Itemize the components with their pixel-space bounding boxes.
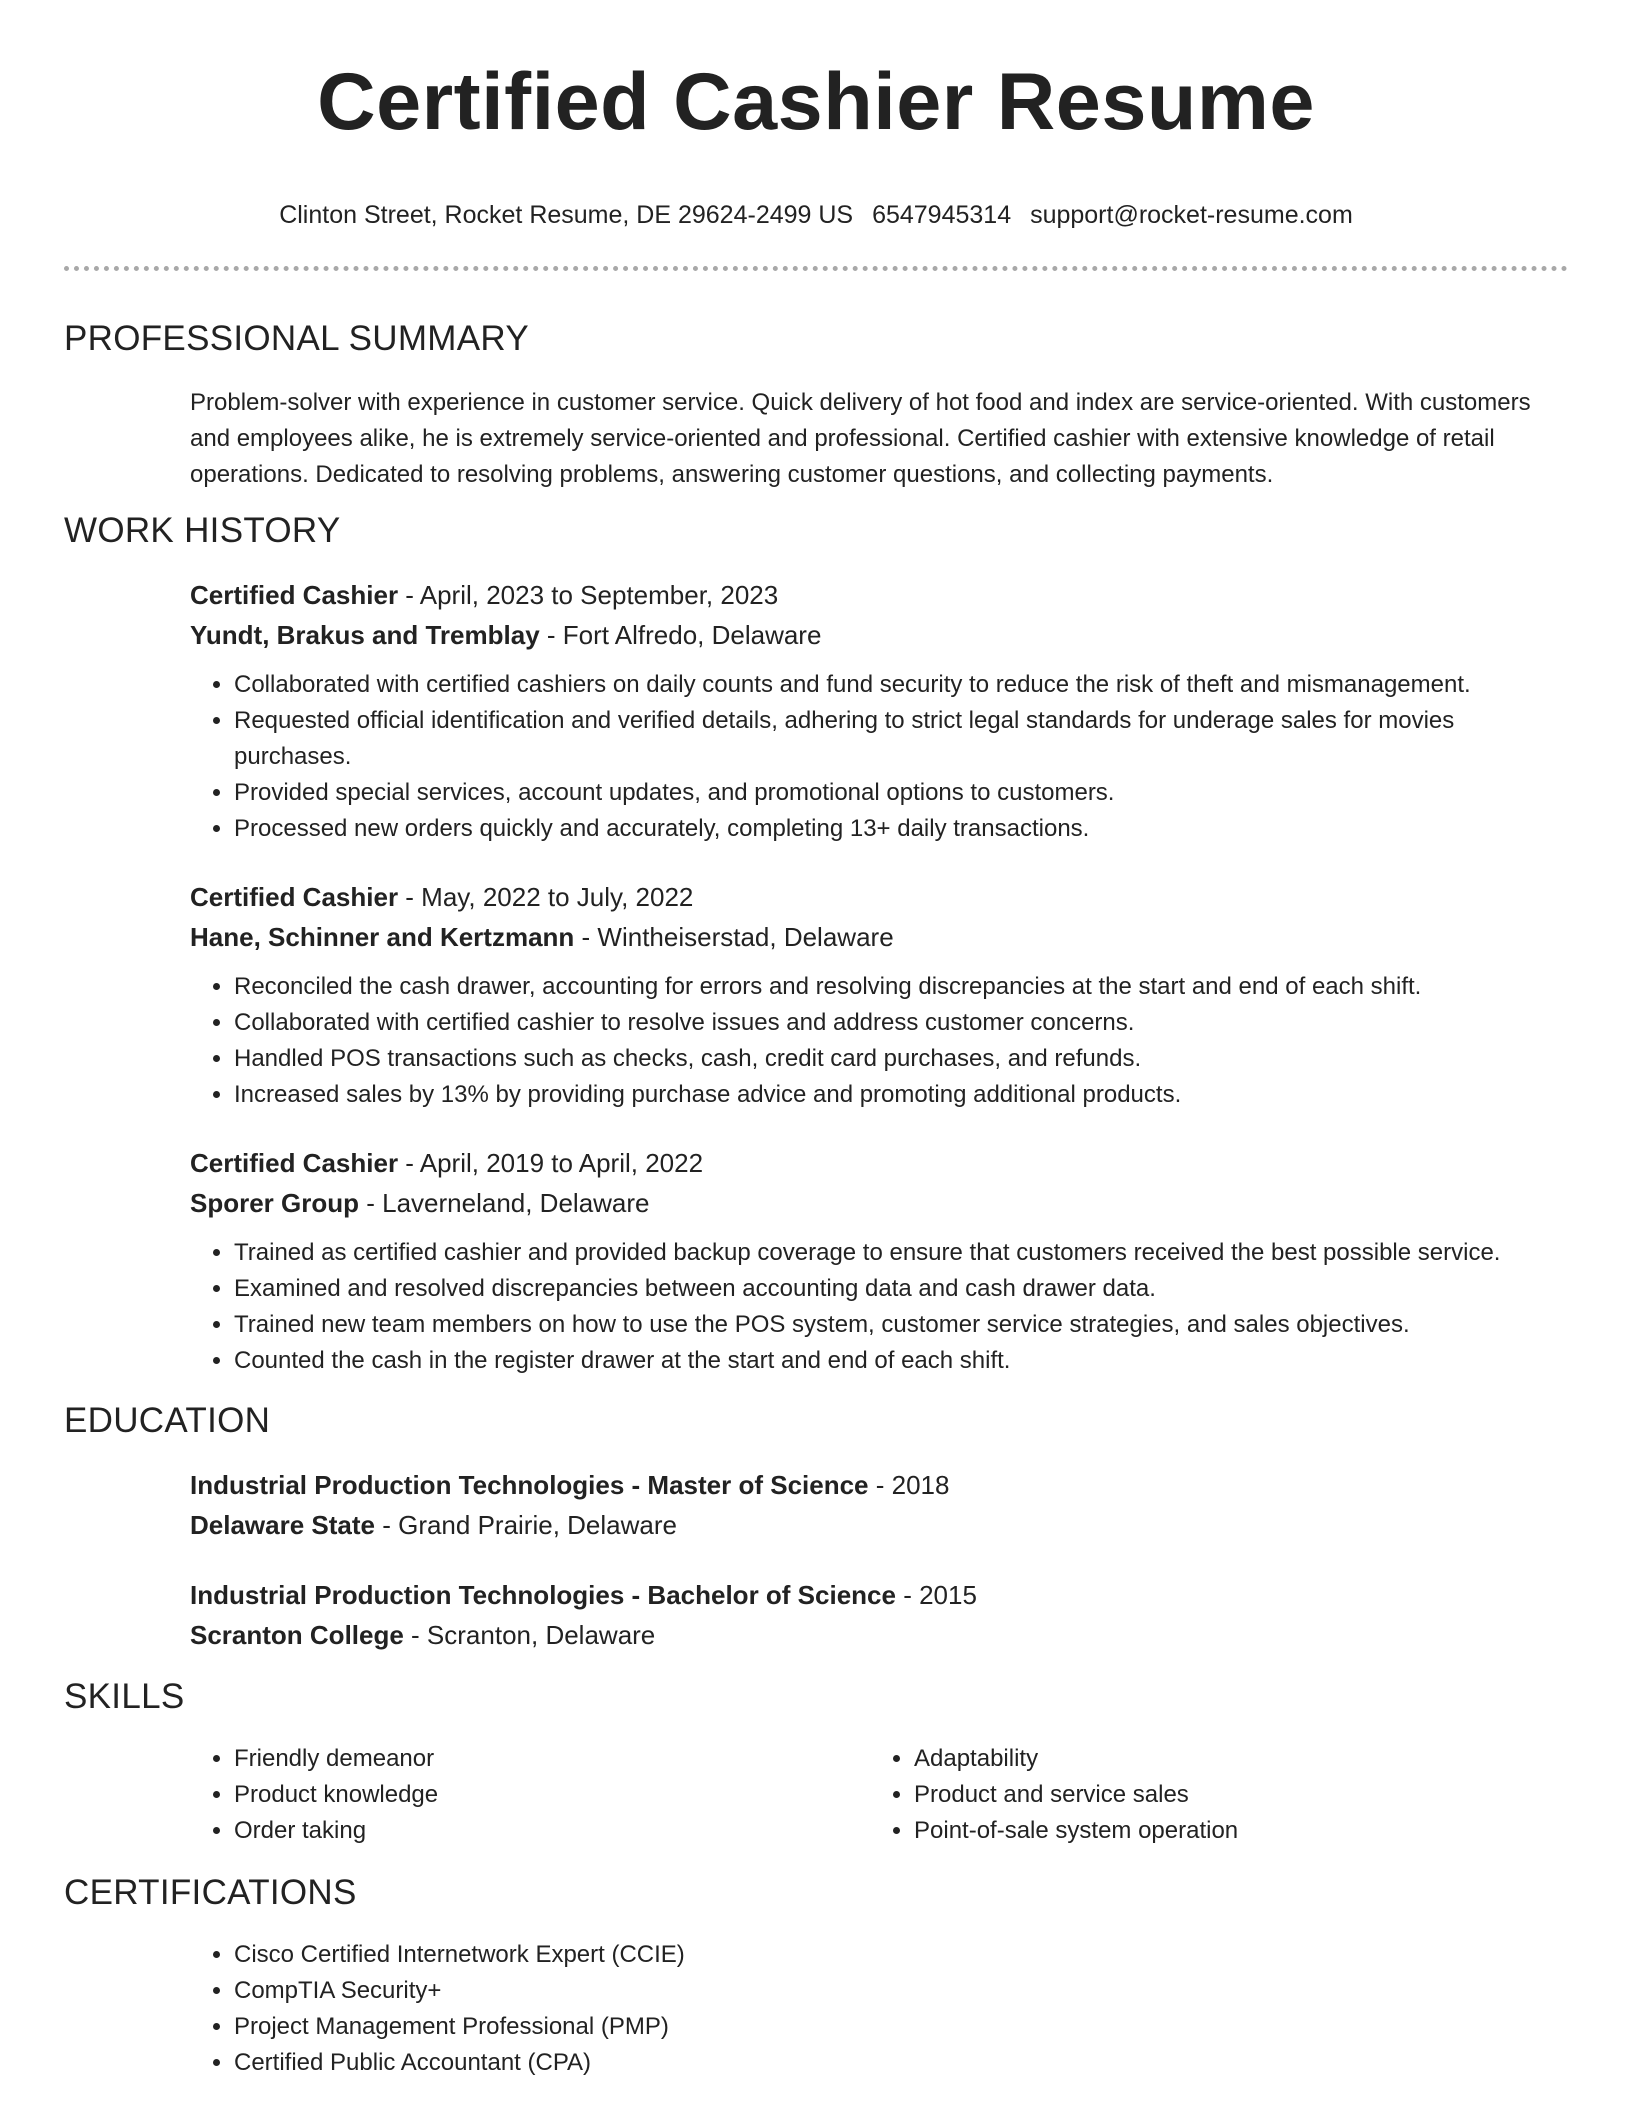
job-title: Certified Cashier <box>190 580 399 610</box>
certifications-list <box>190 1937 1568 2081</box>
contact-phone: 6547945314 <box>872 201 1012 229</box>
job-title: Certified Cashier <box>190 882 399 912</box>
job-title-line <box>190 575 1568 615</box>
skill-item: • Product and service sales <box>914 1777 1550 1813</box>
education-location: - Scranton, Delaware <box>403 1620 656 1650</box>
education-entry <box>190 1575 1568 1655</box>
education-entry <box>190 1465 1568 1545</box>
contact-email: support@rocket-resume.com <box>1030 201 1353 229</box>
certification-item: • Project Management Professional (PMP) <box>234 2009 1568 2045</box>
education-year: - 2015 <box>895 1580 977 1610</box>
list-item: • Examined and resolved discrepancies between accounting data and cash drawer data. <box>234 1271 1568 1307</box>
job-entry <box>190 575 1568 847</box>
summary-section <box>64 317 1568 493</box>
education-degree: Industrial Production Technologies - Bachelor of Science <box>190 1580 896 1610</box>
skill-item: • Product knowledge <box>234 1777 870 1813</box>
header-divider <box>64 266 1568 271</box>
education-section <box>64 1399 1568 1655</box>
job-dates: - April, 2019 to April, 2022 <box>398 1148 704 1178</box>
list-item: • Reconciled the cash drawer, accounting for errors and resolving discrepancies at the start and end of each shift. <box>234 969 1568 1005</box>
summary-heading: PROFESSIONAL SUMMARY <box>64 319 529 358</box>
resume-title: Certified Cashier Resume <box>317 57 1315 147</box>
job-location: - Fort Alfredo, Delaware <box>539 620 822 650</box>
job-dates: - April, 2023 to September, 2023 <box>398 580 779 610</box>
education-degree: Industrial Production Technologies - Master of Science <box>190 1470 869 1500</box>
list-item: • Handled POS transactions such as checks, cash, credit card purchases, and refunds. <box>234 1041 1568 1077</box>
certification-item: • CompTIA Security+ <box>234 1973 1568 2009</box>
certifications-heading: CERTIFICATIONS <box>64 1873 357 1912</box>
list-item: • Increased sales by 13% by providing purchase advice and promoting additional products. <box>234 1077 1568 1113</box>
work-heading: WORK HISTORY <box>64 511 341 550</box>
list-item: • Requested official identification and verified details, adhering to strict legal standards for underage sales for movies purchases. <box>234 703 1568 775</box>
job-entry <box>190 1143 1568 1379</box>
education-school: Scranton College <box>190 1620 404 1650</box>
certifications-section <box>64 1871 1568 2081</box>
skill-item: • Friendly demeanor <box>234 1741 870 1777</box>
skills-heading: SKILLS <box>64 1677 185 1716</box>
list-item: • Collaborated with certified cashier to resolve issues and address customer concerns. <box>234 1005 1568 1041</box>
skill-item: • Point-of-sale system operation <box>914 1813 1550 1849</box>
list-item: • Processed new orders quickly and accurately, completing 13+ daily transactions. <box>234 811 1568 847</box>
job-company-line <box>190 1183 1568 1223</box>
job-entry <box>190 877 1568 1113</box>
education-school-line <box>190 1505 1568 1545</box>
list-item: • Counted the cash in the register drawer at the start and end of each shift. <box>234 1343 1568 1379</box>
job-bullets <box>190 969 1568 1113</box>
education-degree-line <box>190 1575 1568 1615</box>
education-school: Delaware State <box>190 1510 375 1540</box>
job-location: - Wintheiserstad, Delaware <box>574 922 894 952</box>
job-bullets <box>190 667 1568 847</box>
education-location: - Grand Prairie, Delaware <box>374 1510 677 1540</box>
job-company-line <box>190 615 1568 655</box>
skills-column-left <box>190 1741 870 1849</box>
job-company-line <box>190 917 1568 957</box>
summary-text: Problem-solver with experience in customer service. Quick delivery of hot food and index are service-oriented. With customers and employees alike, he is extremely service-oriented and professional. Certified cashier with extensive knowledge of retail operations. Dedicated to resolving problems, answering customer questions, and collecting payments. <box>190 389 1531 488</box>
job-bullets <box>190 1235 1568 1379</box>
job-dates: - May, 2022 to July, 2022 <box>398 882 694 912</box>
skill-item: • Adaptability <box>914 1741 1550 1777</box>
work-section <box>64 509 1568 1379</box>
certification-item: • Certified Public Accountant (CPA) <box>234 2045 1568 2081</box>
job-company: Hane, Schinner and Kertzmann <box>190 922 575 952</box>
job-company: Sporer Group <box>190 1188 360 1218</box>
contact-line <box>64 198 1568 232</box>
job-location: - Laverneland, Delaware <box>359 1188 650 1218</box>
job-title-line <box>190 877 1568 917</box>
skills-section <box>64 1675 1568 1849</box>
education-heading: EDUCATION <box>64 1401 271 1440</box>
job-title: Certified Cashier <box>190 1148 399 1178</box>
contact-address: Clinton Street, Rocket Resume, DE 29624-2499 US <box>279 201 854 229</box>
skill-item: • Order taking <box>234 1813 870 1849</box>
list-item: • Trained new team members on how to use the POS system, customer service strategies, and sales objectives. <box>234 1307 1568 1343</box>
job-company: Yundt, Brakus and Tremblay <box>190 620 540 650</box>
list-item: • Collaborated with certified cashiers on daily counts and fund security to reduce the risk of theft and mismanagement. <box>234 667 1568 703</box>
education-degree-line <box>190 1465 1568 1505</box>
list-item: • Trained as certified cashier and provided backup coverage to ensure that customers received the best possible service. <box>234 1235 1568 1271</box>
list-item: • Provided special services, account updates, and promotional options to customers. <box>234 775 1568 811</box>
skills-column-right <box>870 1741 1550 1849</box>
job-title-line <box>190 1143 1568 1183</box>
certification-item: • Cisco Certified Internetwork Expert (CCIE) <box>234 1937 1568 1973</box>
education-school-line <box>190 1615 1568 1655</box>
education-year: - 2018 <box>868 1470 950 1500</box>
